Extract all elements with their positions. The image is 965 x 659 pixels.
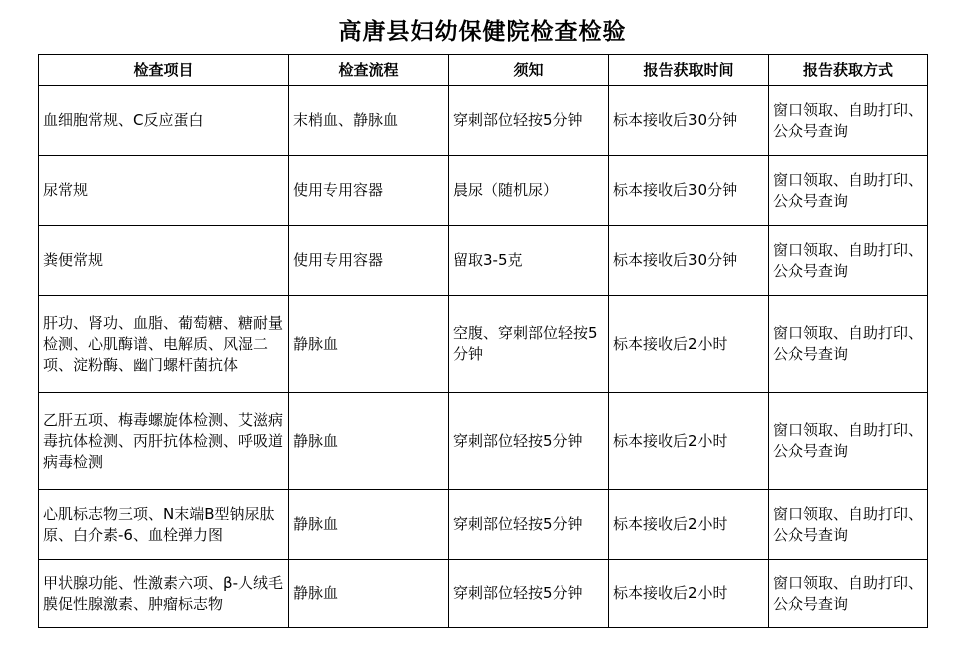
cell-exam-item: 甲状腺功能、性激素六项、β-人绒毛膜促性腺激素、肿瘤标志物 [39,560,289,628]
cell-exam-process: 静脉血 [289,296,449,393]
cell-exam-process: 使用专用容器 [289,156,449,226]
cell-exam-item: 乙肝五项、梅毒螺旋体检测、艾滋病毒抗体检测、丙肝抗体检测、呼吸道病毒检测 [39,393,289,490]
header-exam-process: 检查流程 [289,55,449,86]
cell-notice: 穿刺部位轻按5分钟 [449,393,609,490]
cell-report-time: 标本接收后2小时 [609,296,769,393]
cell-report-method: 窗口领取、自助打印、公众号查询 [769,490,928,560]
cell-report-time: 标本接收后2小时 [609,393,769,490]
page-title: 高唐县妇幼保健院检查检验 [338,18,627,45]
cell-report-time: 标本接收后30分钟 [609,226,769,296]
cell-report-method: 窗口领取、自助打印、公众号查询 [769,393,928,490]
cell-exam-process: 静脉血 [289,560,449,628]
table-row [39,296,928,393]
cell-report-time: 标本接收后2小时 [609,560,769,628]
cell-exam-process: 静脉血 [289,490,449,560]
table-row [39,226,928,296]
cell-exam-item: 粪便常规 [39,226,289,296]
table-row [39,393,928,490]
cell-exam-process: 末梢血、静脉血 [289,86,449,156]
cell-report-time: 标本接收后30分钟 [609,156,769,226]
header-notice: 须知 [449,55,609,86]
table-row [39,490,928,560]
cell-report-time: 标本接收后2小时 [609,490,769,560]
cell-notice: 晨尿（随机尿） [449,156,609,226]
exam-table [38,54,928,628]
cell-exam-item: 肝功、肾功、血脂、葡萄糖、糖耐量检测、心肌酶谱、电解质、风湿二项、淀粉酶、幽门螺杆菌抗体 [39,296,289,393]
cell-exam-item: 尿常规 [39,156,289,226]
table-row [39,560,928,628]
cell-exam-item: 血细胞常规、C反应蛋白 [39,86,289,156]
cell-notice: 留取3-5克 [449,226,609,296]
cell-notice: 空腹、穿刺部位轻按5分钟 [449,296,609,393]
table-row [39,86,928,156]
table-row [39,156,928,226]
cell-exam-process: 使用专用容器 [289,226,449,296]
cell-report-method: 窗口领取、自助打印、公众号查询 [769,296,928,393]
cell-notice: 穿刺部位轻按5分钟 [449,490,609,560]
cell-report-method: 窗口领取、自助打印、公众号查询 [769,156,928,226]
cell-report-method: 窗口领取、自助打印、公众号查询 [769,560,928,628]
cell-report-method: 窗口领取、自助打印、公众号查询 [769,226,928,296]
header-report-method: 报告获取方式 [769,55,928,86]
cell-exam-item: 心肌标志物三项、N末端B型钠尿肽原、白介素-6、血栓弹力图 [39,490,289,560]
cell-report-method: 窗口领取、自助打印、公众号查询 [769,86,928,156]
table-header-row [39,55,928,86]
cell-report-time: 标本接收后30分钟 [609,86,769,156]
cell-notice: 穿刺部位轻按5分钟 [449,86,609,156]
cell-notice: 穿刺部位轻按5分钟 [449,560,609,628]
header-exam-item: 检查项目 [39,55,289,86]
cell-exam-process: 静脉血 [289,393,449,490]
header-report-time: 报告获取时间 [609,55,769,86]
